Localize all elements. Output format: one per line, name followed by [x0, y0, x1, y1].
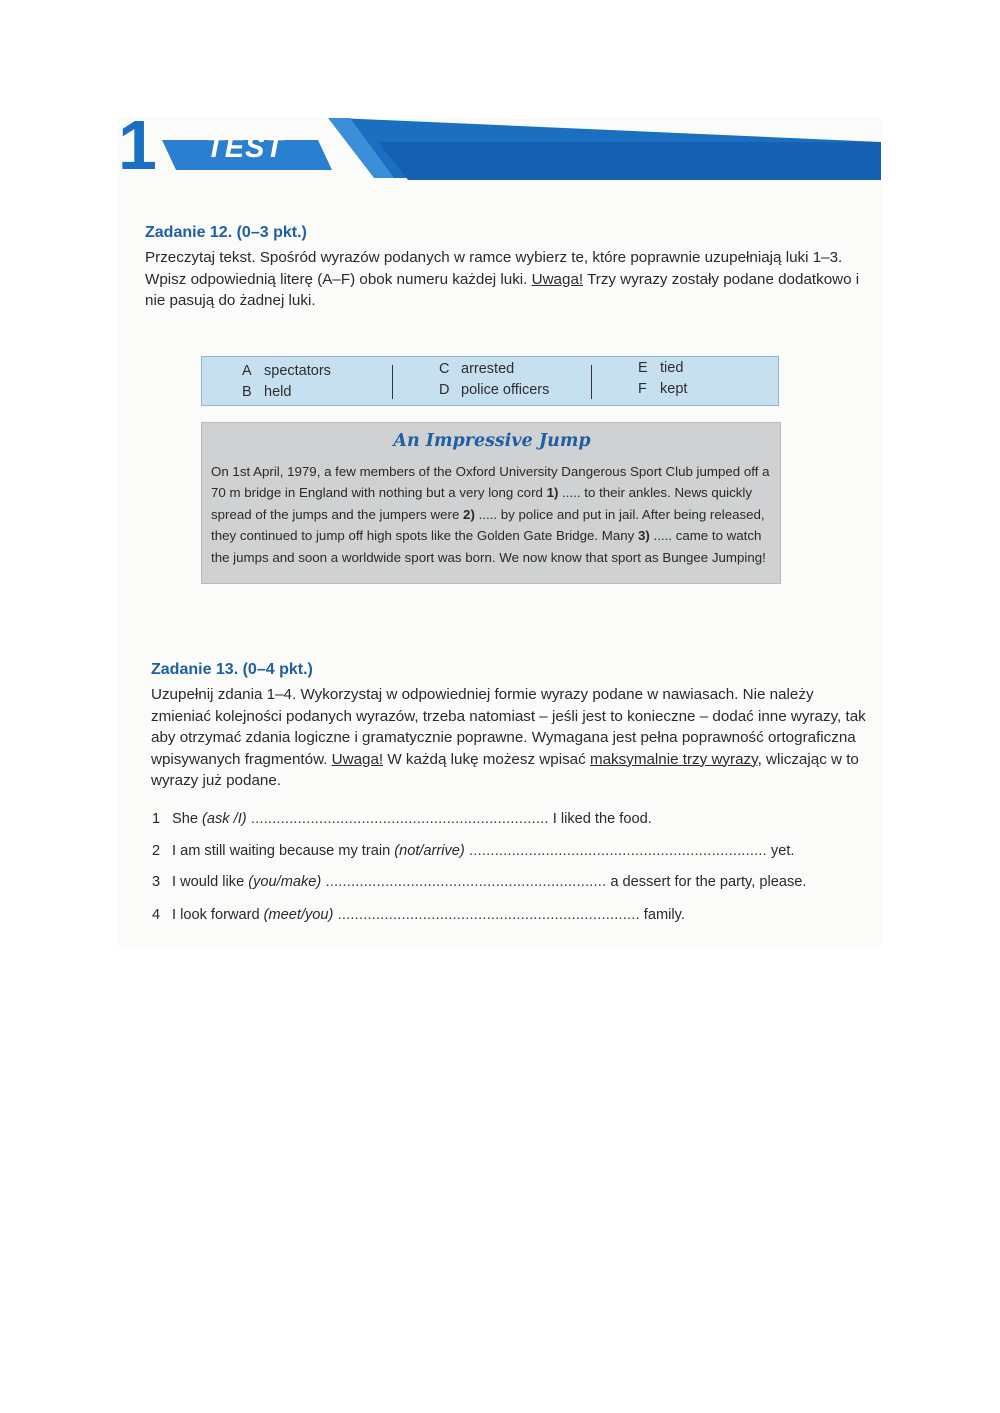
word-option-d: D police officers: [439, 382, 550, 398]
test-header: [118, 106, 881, 184]
task13-max-words: maksymalnie trzy wyrazy: [589, 750, 758, 768]
sentence-2: 2 I am still waiting because my train (not/arrive) ...................................................................... yet.: [152, 843, 795, 859]
test-label: TEST: [206, 132, 285, 164]
word-box-divider: [591, 365, 592, 399]
sentence-prompt: (meet/you): [263, 907, 334, 923]
word-bank-box: [201, 356, 779, 406]
word-option-c: C arrested: [439, 361, 515, 377]
gap-1-marker: 1): [546, 485, 559, 501]
task13-instruction-part1: Uzupełnij zdania 1–4. Wykorzystaj w odpowiedniej formie wyrazy podane w nawiasach. Nie należy zmieniać kolejności podanych wyrazów, trzeba natomiast – jeśli jest to konieczne – dodać inne wyrazy, tak aby otrzymać zdania logiczne i gramatycznie poprawne. Wymagana jest pełna poprawność ortograficzna wpisywanych fragmentów.: [151, 686, 866, 768]
gap-2-marker: 2): [463, 506, 475, 522]
sentence-1: 1 She (ask /I) ...................................................................... I liked the food.: [152, 811, 652, 827]
task12-instruction-part2: Trzy wyrazy zostały podane dodatkowo i nie pasują do żadnej luki.: [145, 270, 860, 309]
answer-gap[interactable]: ......................................................................: [464, 843, 767, 859]
task12-title: Zadanie 12. (0–3 pkt.): [145, 224, 307, 241]
task13-title: Zadanie 13. (0–4 pkt.): [151, 661, 313, 678]
sentence-prompt: (not/arrive): [394, 843, 465, 859]
answer-gap[interactable]: ..................................................................: [321, 874, 607, 890]
task12-warning: Uwaga!: [531, 270, 584, 288]
task13-instruction: [151, 684, 876, 792]
reading-passage-box: [201, 422, 781, 584]
task13-instruction-part2: W każdą lukę możesz wpisać: [383, 750, 590, 768]
task13-warning: Uwaga!: [331, 750, 384, 768]
word-option-a: A spectators: [242, 363, 331, 379]
gap-3-marker: 3): [638, 528, 650, 544]
sentence-3: 3 I would like (you/make) .................................................................. a dessert for the party, please.: [152, 874, 807, 890]
answer-gap[interactable]: ......................................................................: [246, 811, 549, 827]
word-option-b: B held: [242, 384, 292, 400]
answer-gap[interactable]: .......................................................................: [333, 907, 640, 923]
sentence-prompt: (you/make): [248, 874, 322, 890]
task13-instruction-part3: , wliczając w to wyrazy już podane.: [151, 750, 859, 789]
word-box-divider: [392, 365, 393, 399]
sentence-prompt: (ask /I): [202, 811, 247, 827]
task12-instruction-part1: Przeczytaj tekst. Spośród wyrazów podanych w ramce wybierz te, które poprawnie uzupełniają luki 1–3. Wpisz odpowiednią literę (A–F) obok numeru każdej luki.: [145, 249, 843, 288]
word-option-f: F kept: [638, 381, 688, 397]
chapter-number: 1: [118, 106, 157, 184]
word-option-e: E tied: [638, 360, 684, 376]
scanned-page: [118, 106, 881, 948]
passage-text: On 1st April, 1979, a few members of the Oxford University Dangerous Sport Club jumped off a 70 m bridge in England with nothing but a very long cord 1) ..... to their ankles. News quickly spread of the jumps and the jumpers were 2) ..... by police and put in jail. After being released, they continued to jump off high spots like the Golden Gate Bridge. Many 3) ..... came to watch the jumps and soon a worldwide sport was born. We now know that sport as Bungee Jumping!: [211, 464, 770, 565]
sentence-4: 4 I look forward (meet/you) ....................................................................... family.: [152, 907, 685, 923]
passage-title: An Impressive Jump: [393, 431, 591, 451]
task12-instruction: [145, 247, 873, 312]
